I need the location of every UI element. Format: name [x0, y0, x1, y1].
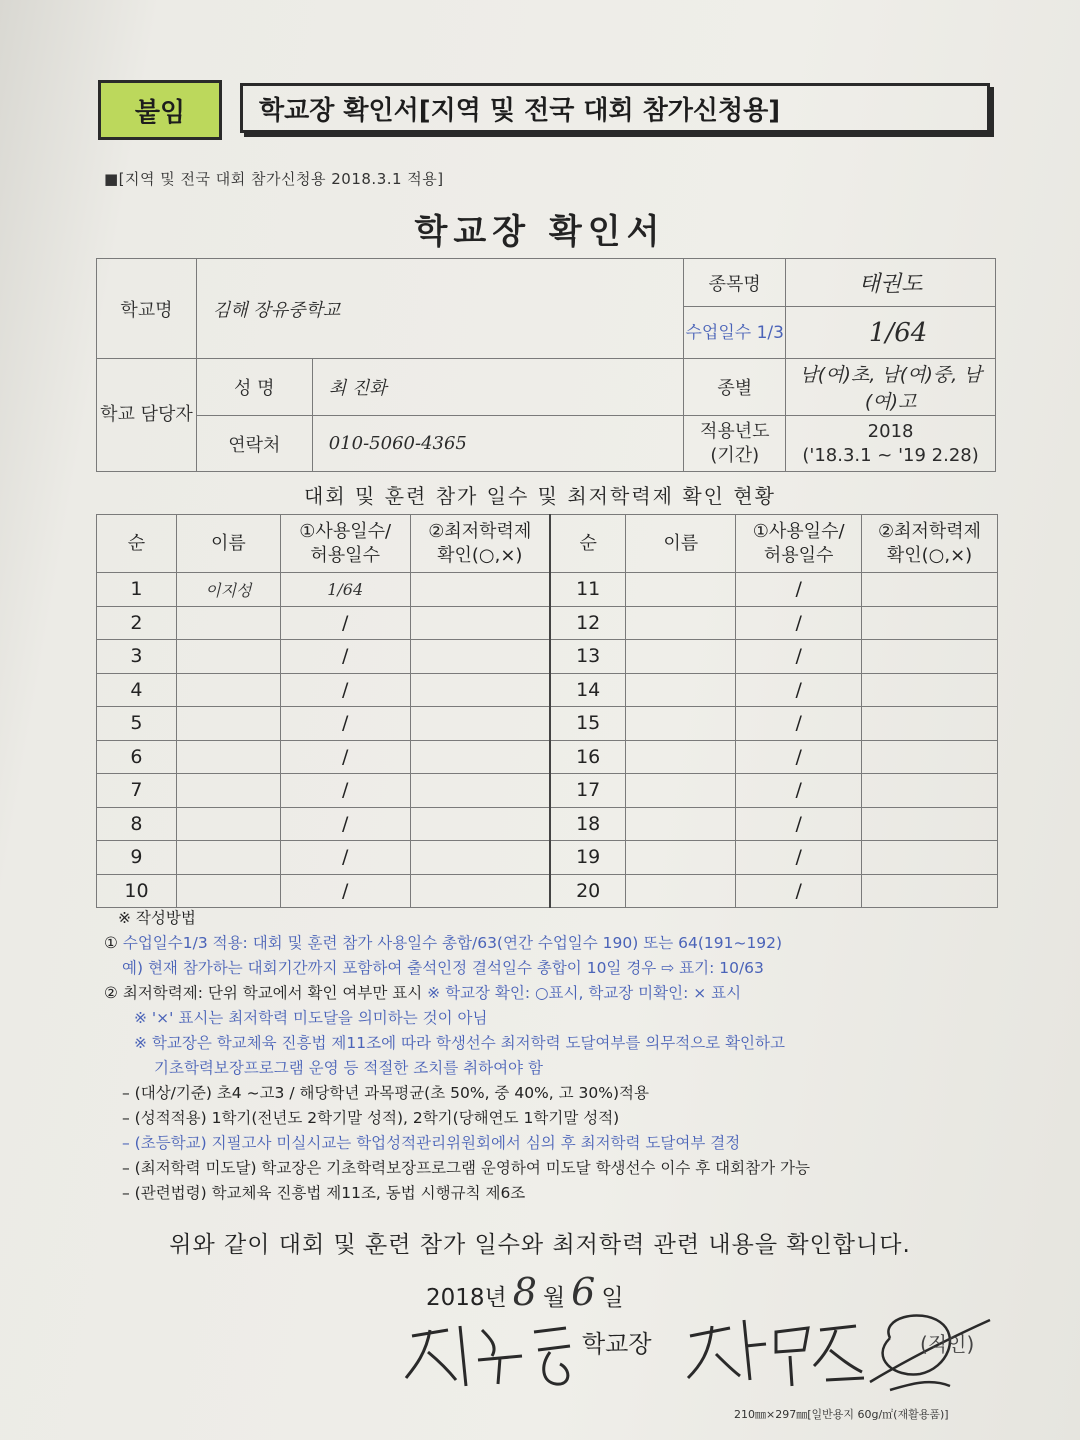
header-check-line2: 확인(○,×)	[437, 544, 523, 566]
class-days-value: 1/64	[786, 307, 996, 359]
school-label: 학교명	[97, 259, 197, 359]
row-name	[176, 606, 280, 640]
header-days-line1: ①사용일수/	[752, 520, 845, 542]
gender-label: 종별	[684, 359, 786, 416]
contact-person-label: 학교 담당자	[97, 359, 197, 472]
document-heading: 학교장 확인서[지역 및 전국 대회 참가신청용]	[240, 83, 990, 133]
guide-note-law-1: ※ 학교장은 학교체육 진흥법 제11조에 따라 학생선수 최저학력 도달여부를 의무적으로 확인하고	[134, 1034, 785, 1052]
guide-item-2-num: ②	[104, 984, 118, 1002]
row-check	[410, 673, 550, 707]
year-period: ('18.3.1 ~ '19 2.28)	[802, 444, 979, 466]
header-check	[410, 515, 550, 573]
row-days: /	[280, 606, 410, 640]
row-no: 7	[97, 774, 177, 808]
year-label-cell	[684, 416, 786, 472]
table-row	[97, 740, 998, 774]
row-no: 14	[550, 673, 626, 707]
table-row	[97, 807, 998, 841]
row-name	[176, 874, 280, 908]
row-days: /	[280, 707, 410, 741]
row-check	[862, 774, 998, 808]
phone-label: 연락처	[196, 416, 312, 472]
table-row	[97, 774, 998, 808]
row-no: 12	[550, 606, 626, 640]
sport-value: 태권도	[786, 259, 996, 307]
table-row	[97, 841, 998, 875]
row-check	[862, 573, 998, 607]
year-sublabel: (기간)	[710, 444, 760, 466]
row-no: 20	[550, 874, 626, 908]
row-no: 8	[97, 807, 177, 841]
year-label: 적용년도	[699, 420, 770, 442]
header-check-line2: 확인(○,×)	[886, 544, 973, 566]
row-no: 11	[550, 573, 626, 607]
row-name	[176, 707, 280, 741]
row-check	[862, 807, 998, 841]
writing-guide	[104, 906, 1004, 1206]
guide-item-2-note: ※ 학교장 확인: ○표시, 학교장 미확인: × 표시	[427, 984, 742, 1002]
header-days-line2: 허용일수	[310, 544, 380, 566]
applicability-note: ■[지역 및 전국 대회 참가신청용 2018.3.1 적용]	[104, 170, 444, 188]
table-row	[97, 874, 998, 908]
info-table	[96, 258, 996, 472]
row-days: /	[736, 740, 862, 774]
guide-item-2	[104, 981, 1004, 1006]
row-days: /	[736, 874, 862, 908]
guide-title: ※ 작성방법	[118, 909, 196, 927]
row-check	[862, 640, 998, 674]
row-no: 15	[550, 707, 626, 741]
row-days: /	[280, 740, 410, 774]
participation-table	[96, 514, 998, 908]
year-value-cell	[786, 416, 996, 472]
principal-label: 학교장	[582, 1330, 652, 1358]
row-name	[626, 606, 736, 640]
guide-item-1-text: 수업일수1/3 적용: 대회 및 훈련 참가 사용일수 총합/63(연간 수업일수 190) 또는 64(191~192)	[122, 934, 783, 952]
date-month-value: 8	[512, 1270, 537, 1314]
row-check	[862, 606, 998, 640]
row-check	[410, 841, 550, 875]
row-name	[626, 841, 736, 875]
row-no: 17	[550, 774, 626, 808]
row-name	[626, 640, 736, 674]
guide-note-x: ※ '×' 표시는 최저학력 미도달을 의미하는 것이 아님	[134, 1009, 488, 1027]
row-days: /	[736, 774, 862, 808]
row-check	[862, 707, 998, 741]
guide-item-2-text: 최저학력제: 단위 학교에서 확인 여부만 표시	[122, 984, 423, 1002]
row-no: 2	[97, 606, 177, 640]
gender-value: 남(여)초, 남(여)중, 남(여)고	[786, 359, 996, 416]
row-check	[410, 573, 550, 607]
row-check	[410, 740, 550, 774]
table-row	[97, 707, 998, 741]
row-days: /	[280, 807, 410, 841]
row-name	[176, 673, 280, 707]
row-check	[410, 874, 550, 908]
row-no: 13	[550, 640, 626, 674]
row-no: 19	[550, 841, 626, 875]
row-no: 18	[550, 807, 626, 841]
row-no: 10	[97, 874, 177, 908]
row-check	[862, 673, 998, 707]
date-day-value: 6	[571, 1270, 596, 1314]
confirmation-statement: 위와 같이 대회 및 훈련 참가 일수와 최저학력 관련 내용을 확인합니다.	[169, 1232, 911, 1258]
row-check	[410, 807, 550, 841]
class-days-label-text: 수업일수 1/3	[685, 322, 784, 343]
row-name	[626, 573, 736, 607]
row-name	[626, 874, 736, 908]
row-no: 9	[97, 841, 177, 875]
row-days: /	[736, 573, 862, 607]
header-days	[736, 515, 862, 573]
guide-bullet-1: – (대상/기준) 초4 ~고3 / 해당학년 과목평균(초 50%, 중 40%, 고 30%)적용	[122, 1084, 649, 1102]
row-days: /	[280, 640, 410, 674]
row-days: /	[736, 807, 862, 841]
header-name: 이름	[176, 515, 280, 573]
row-name	[626, 774, 736, 808]
year-value: 2018	[867, 420, 914, 442]
table-row	[97, 573, 998, 607]
guide-item-1-cont: 예) 현재 참가하는 대회기간까지 포함하여 출석인정 결석일수 총합이 10일 경우 ⇨ 표기: 10/63	[122, 959, 764, 977]
guide-note-law-2: 기초학력보장프로그램 운영 등 적절한 조치를 취하여야 함	[154, 1059, 543, 1077]
row-name	[626, 707, 736, 741]
row-days: 1/64	[280, 573, 410, 607]
attachment-label: 붙임	[98, 80, 222, 140]
section-title: 대회 및 훈련 참가 일수 및 최저학력제 확인 현황	[304, 484, 776, 508]
row-days: /	[280, 841, 410, 875]
guide-bullet-5: – (관련법령) 학교체육 진흥법 제11조, 동법 시행규칙 제6조	[122, 1184, 526, 1202]
table-row	[97, 606, 998, 640]
guide-bullet-4: – (최저학력 미도달) 학교장은 기초학력보장프로그램 운영하여 미도달 학생선수 이수 후 대회참가 가능	[122, 1159, 810, 1177]
row-name	[626, 807, 736, 841]
row-check	[862, 874, 998, 908]
row-name	[626, 673, 736, 707]
row-name: 이지성	[176, 573, 280, 607]
row-days: /	[280, 673, 410, 707]
row-days: /	[736, 707, 862, 741]
paper-spec-note: 210㎜×297㎜[일반용지 60g/㎡(재활용품)]	[734, 1408, 949, 1421]
header-check	[862, 515, 998, 573]
row-no: 16	[550, 740, 626, 774]
row-name	[176, 774, 280, 808]
header-check-line1: ②최저학력제	[428, 520, 532, 542]
school-name-signature	[400, 1306, 580, 1396]
guide-item-1	[104, 931, 1004, 956]
row-days: /	[736, 640, 862, 674]
signature-area	[400, 1306, 1000, 1406]
row-no: 6	[97, 740, 177, 774]
phone-value: 010-5060-4365	[312, 416, 684, 472]
header-days	[280, 515, 410, 573]
row-days: /	[280, 774, 410, 808]
guide-bullet-2: – (성적적용) 1학기(전년도 2학기말 성적), 2학기(당해연도 1학기말 성적)	[122, 1109, 620, 1127]
table-row	[97, 673, 998, 707]
row-name	[176, 841, 280, 875]
row-name	[176, 640, 280, 674]
row-no: 3	[97, 640, 177, 674]
header-days-line1: ①사용일수/	[299, 520, 392, 542]
sport-label: 종목명	[684, 259, 786, 307]
class-days-label	[684, 307, 786, 359]
table-header-row	[97, 515, 998, 573]
row-no: 5	[97, 707, 177, 741]
date-year: 2018년	[426, 1285, 507, 1311]
row-check	[410, 640, 550, 674]
school-value: 김해 장유중학교	[196, 259, 683, 359]
guide-bullet-3: – (초등학교) 지필고사 미실시교는 학업성적관리위원회에서 심의 후 최저학력 도달여부 결정	[122, 1134, 741, 1152]
row-name	[176, 740, 280, 774]
top-header	[98, 80, 996, 140]
row-days: /	[736, 673, 862, 707]
date-day-unit: 일	[601, 1285, 624, 1311]
row-days: /	[736, 841, 862, 875]
row-check	[410, 606, 550, 640]
date-month-unit: 월	[542, 1285, 566, 1311]
table-row	[97, 640, 998, 674]
name-value: 최 진화	[312, 359, 684, 416]
row-days: /	[736, 606, 862, 640]
row-check	[410, 707, 550, 741]
row-days: /	[280, 874, 410, 908]
principal-signature	[680, 1306, 870, 1396]
name-label: 성 명	[196, 359, 312, 416]
row-check	[862, 841, 998, 875]
guide-item-1-num: ①	[104, 934, 118, 952]
row-name	[176, 807, 280, 841]
header-no: 순	[97, 515, 177, 573]
seal-label: (직인)	[920, 1332, 975, 1356]
row-check	[410, 774, 550, 808]
header-days-line2: 허용일수	[763, 544, 834, 566]
row-no: 4	[97, 673, 177, 707]
header-no: 순	[550, 515, 626, 573]
row-check	[862, 740, 998, 774]
page-title: 학교장 확인서	[414, 212, 666, 252]
header-name: 이름	[626, 515, 736, 573]
row-no: 1	[97, 573, 177, 607]
row-name	[626, 740, 736, 774]
header-check-line1: ②최저학력제	[877, 520, 982, 542]
